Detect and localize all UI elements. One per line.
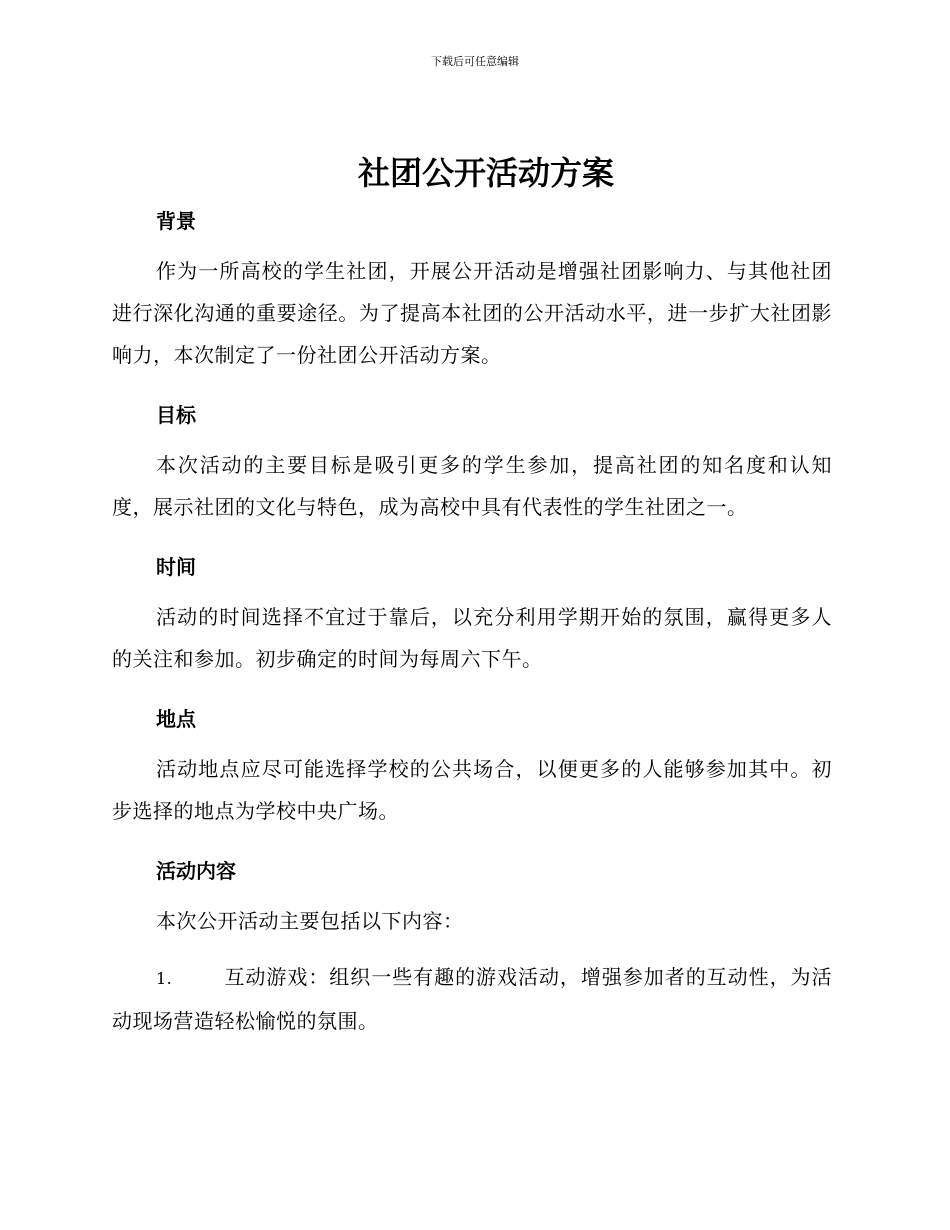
section-heading-time: 时间 (156, 555, 196, 579)
paragraph-background: 作为一所高校的学生社团，开展公开活动是增强社团影响力、与其他社团进行深化沟通的重要途径。为了提高本社团的公开活动水平，进一步扩大社团影响力，本次制定了一份社团公开活动方案。 (112, 259, 832, 367)
section-heading-background: 背景 (156, 209, 196, 233)
section-heading-goal: 目标 (156, 403, 196, 427)
paragraph-place: 活动地点应尽可能选择学校的公共场合，以便更多的人能够参加其中。初步选择的地点为学校中央广场。 (112, 757, 832, 823)
paragraph-activity-intro: 本次公开活动主要包括以下内容： (156, 909, 464, 933)
list-item-text: 互动游戏：组织一些有趣的游戏活动，增强参加者的互动性，为活动现场营造轻松愉悦的氛围。 (112, 965, 832, 1033)
section-heading-activity-content: 活动内容 (156, 859, 236, 883)
paragraph-time: 活动的时间选择不宜过于靠后，以充分利用学期开始的氛围，赢得更多人的关注和参加。初步确定的时间为每周六下午。 (112, 605, 832, 671)
list-item-number: 1. (156, 969, 173, 988)
header-note: 下载后可任意编辑 (431, 55, 519, 68)
document-title: 社团公开活动方案 (357, 154, 614, 192)
section-heading-place: 地点 (156, 707, 196, 731)
document-body (112, 148, 832, 1042)
list-item (112, 956, 832, 1042)
paragraph-goal: 本次活动的主要目标是吸引更多的学生参加，提高社团的知名度和认知度，展示社团的文化与特色，成为高校中具有代表性的学生社团之一。 (112, 453, 832, 519)
